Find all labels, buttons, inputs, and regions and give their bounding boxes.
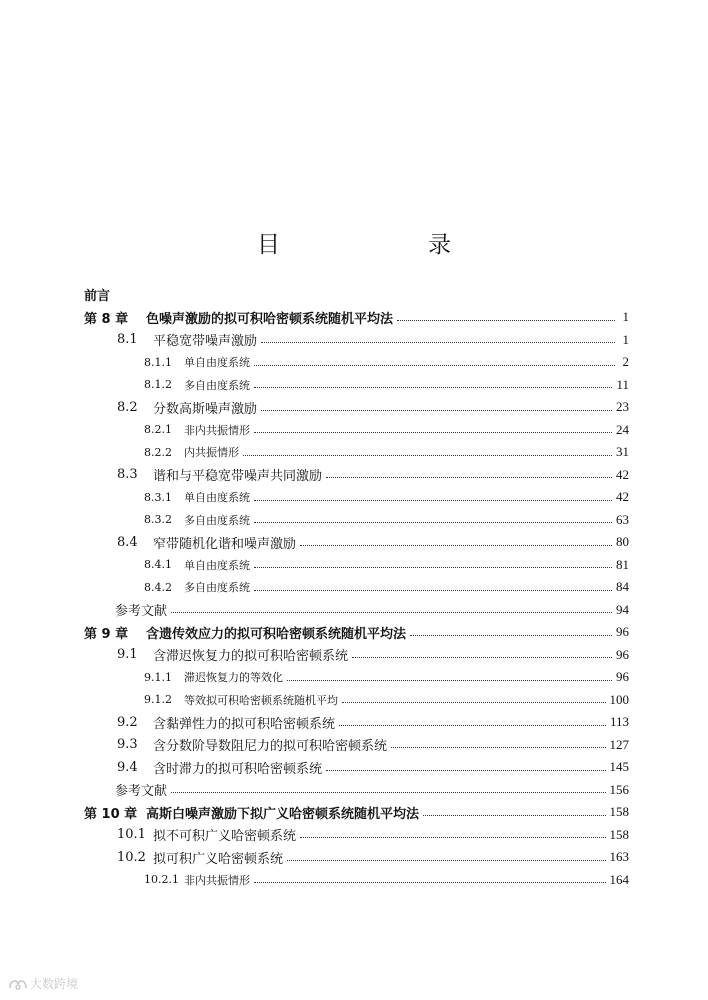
entry-number: 8.1: [117, 332, 138, 348]
toc-section-entry[interactable]: [84, 734, 629, 757]
watermark-logo-icon: [8, 977, 28, 991]
page-number: 84: [616, 579, 629, 595]
toc-chapter-entry[interactable]: [84, 306, 629, 329]
toc-preface[interactable]: [84, 282, 629, 306]
entry-title: 色噪声激励的拟可积哈密顿系统随机平均法: [146, 311, 394, 327]
dot-leader: [423, 815, 605, 816]
entry-number: 10.2.1: [144, 873, 179, 887]
toc-sub-entry[interactable]: [84, 509, 629, 532]
dot-leader: [410, 635, 612, 636]
entry-number: 8.3: [117, 467, 138, 483]
entry-number: 8.1.1: [144, 355, 172, 369]
dot-leader: [397, 320, 615, 321]
entry-title: 含分数阶导数阻尼力的拟可积哈密顿系统: [153, 739, 388, 755]
entry-title: 单自由度系统: [184, 558, 250, 572]
page-number: 42: [616, 489, 629, 505]
dot-leader: [391, 747, 605, 748]
toc-sub-entry[interactable]: [84, 554, 629, 577]
dot-leader: [287, 860, 605, 861]
entry-title: 含时滞力的拟可积哈密顿系统: [153, 761, 323, 777]
dot-leader: [326, 770, 605, 771]
page-number: 94: [616, 601, 629, 617]
dot-leader: [261, 342, 615, 343]
dot-leader: [254, 567, 612, 568]
toc-entries: [84, 306, 629, 891]
entry-title: 单自由度系统: [184, 356, 250, 370]
page-number: 63: [616, 511, 629, 527]
entry-title: 参考文献: [115, 784, 168, 800]
page-number: 2: [622, 354, 629, 370]
page-number: 145: [609, 759, 629, 775]
entry-title: 含遗传效应力的拟可积哈密顿系统随机平均法: [146, 626, 407, 642]
entry-title: 含黏弹性力的拟可积哈密顿系统: [153, 716, 336, 732]
toc-section-entry[interactable]: [84, 644, 629, 667]
entry-title: 多自由度系统: [184, 378, 250, 392]
page-title: 目 录: [257, 232, 485, 258]
page-number: 31: [616, 444, 629, 460]
toc-sub-entry[interactable]: [84, 351, 629, 374]
page-number: 80: [616, 534, 629, 550]
page-number: 158: [609, 826, 629, 842]
entry-number: 9.1.2: [144, 693, 172, 707]
page-number: 163: [609, 849, 629, 865]
toc-chapter-entry[interactable]: [84, 621, 629, 644]
entry-number: 9.4: [117, 759, 138, 775]
toc-section-entry[interactable]: [84, 711, 629, 734]
dot-leader: [254, 522, 612, 523]
page-number: 158: [609, 804, 629, 820]
entry-number: 8.2: [117, 399, 138, 415]
entry-number: 8.4.1: [144, 558, 172, 572]
toc-section-entry[interactable]: [84, 756, 629, 779]
entry-title: 参考文献: [115, 604, 168, 620]
entry-title: 非内共振情形: [184, 873, 250, 887]
entry-title: 单自由度系统: [184, 491, 250, 505]
dot-leader: [171, 792, 605, 793]
dot-leader: [300, 837, 605, 838]
entry-number: 9.3: [117, 737, 138, 753]
entry-number: 10.2: [117, 849, 146, 865]
toc-section-entry[interactable]: [84, 846, 629, 869]
entry-title: 多自由度系统: [184, 513, 250, 527]
entry-title: 多自由度系统: [184, 581, 250, 595]
entry-number: 8.4: [117, 534, 138, 550]
entry-number: 8.4.2: [144, 580, 172, 594]
dot-leader: [254, 365, 615, 366]
watermark-text: 大数跨境: [30, 977, 79, 991]
dot-leader: [254, 387, 612, 388]
page-number: 127: [609, 736, 629, 752]
entry-number: 8.2.1: [144, 423, 172, 437]
entry-number: 10.1: [117, 827, 146, 843]
toc-sub-entry[interactable]: [84, 666, 629, 689]
toc-sub-entry[interactable]: [84, 441, 629, 464]
entry-title: 等效拟可积哈密顿系统随机平均: [184, 693, 338, 707]
dot-leader: [287, 680, 612, 681]
toc-section-entry[interactable]: [84, 396, 629, 419]
preface-label: 前言: [84, 288, 111, 304]
toc-sub-entry[interactable]: [84, 576, 629, 599]
page-number: 113: [609, 714, 629, 730]
dot-leader: [261, 410, 612, 411]
entry-title: 拟不可积广义哈密顿系统: [153, 829, 297, 845]
page-number: 1: [622, 331, 629, 347]
dot-leader: [352, 657, 612, 658]
toc-section-entry[interactable]: [84, 329, 629, 352]
entry-title: 高斯白噪声激励下拟广义哈密顿系统随机平均法: [146, 806, 420, 822]
entry-title: 窄带随机化谐和噪声激励: [153, 536, 297, 552]
page-number: 100: [609, 691, 629, 707]
page-number: 96: [616, 669, 629, 685]
entry-title: 谐和与平稳宽带噪声共同激励: [153, 469, 323, 485]
page-number: 11: [616, 376, 629, 392]
dot-leader: [254, 432, 612, 433]
dot-leader: [342, 702, 606, 703]
entry-number: 8.1.2: [144, 378, 172, 392]
entry-number: 第 9 章: [84, 626, 129, 642]
table-of-contents: [84, 282, 629, 891]
entry-number: 第 8 章: [84, 311, 129, 327]
entry-title: 拟可积广义哈密顿系统: [153, 851, 284, 867]
toc-sub-entry[interactable]: [84, 374, 629, 397]
dot-leader: [254, 882, 606, 883]
dot-leader: [254, 590, 612, 591]
toc-sub-entry[interactable]: [84, 689, 629, 712]
toc-section-entry[interactable]: [84, 824, 629, 847]
entry-number: 9.2: [117, 714, 138, 730]
entry-number: 第 10 章: [84, 806, 138, 822]
page-number: 156: [609, 781, 629, 797]
entry-number: 8.3.2: [144, 513, 172, 527]
entry-title: 含滞迟恢复力的拟可积哈密顿系统: [153, 649, 349, 665]
page-number: 96: [616, 646, 629, 662]
dot-leader: [339, 725, 606, 726]
entry-title: 非内共振情形: [184, 423, 250, 437]
entry-number: 9.1: [117, 647, 138, 663]
entry-title: 滞迟恢复力的等效化: [184, 671, 283, 685]
entry-number: 8.2.2: [144, 445, 172, 459]
dot-leader: [300, 545, 612, 546]
dot-leader: [243, 455, 612, 456]
watermark: [8, 975, 78, 992]
dot-leader: [254, 500, 612, 501]
entry-title: 平稳宽带噪声激励: [153, 334, 258, 350]
entry-number: 9.1.1: [144, 670, 172, 684]
toc-chapter-entry[interactable]: [84, 801, 629, 824]
page-number: 81: [616, 556, 629, 572]
page-number: 42: [616, 466, 629, 482]
toc-sub-entry[interactable]: [84, 419, 629, 442]
entry-title: 分数高斯噪声激励: [153, 401, 258, 417]
page-number: 96: [616, 624, 629, 640]
page-number: 164: [609, 871, 629, 887]
toc-section-entry[interactable]: [84, 464, 629, 487]
page-number: 1: [622, 309, 629, 325]
page-number: 23: [616, 399, 629, 415]
page-number: 24: [616, 421, 629, 437]
toc-refs-entry[interactable]: [84, 599, 629, 622]
toc-refs-entry[interactable]: [84, 779, 629, 802]
toc-sub-entry[interactable]: [84, 486, 629, 509]
toc-sub-entry[interactable]: [84, 869, 629, 892]
toc-section-entry[interactable]: [84, 531, 629, 554]
entry-number: 8.3.1: [144, 490, 172, 504]
entry-title: 内共振情形: [184, 446, 239, 460]
dot-leader: [326, 477, 612, 478]
dot-leader: [171, 612, 612, 613]
